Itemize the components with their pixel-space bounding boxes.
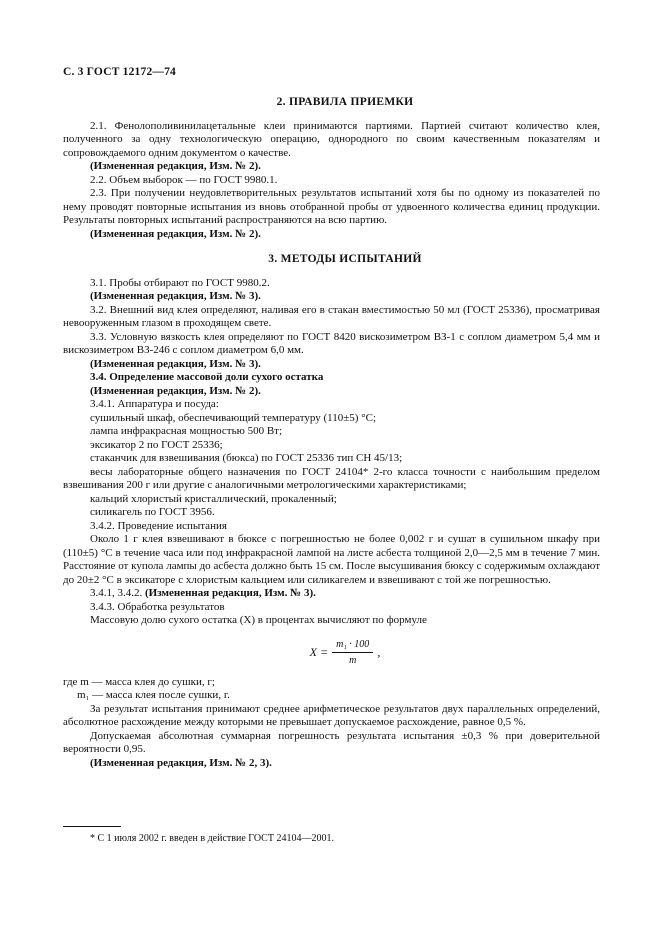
equipment-item: кальций хлористый кристаллический, прокаленный; bbox=[90, 492, 337, 505]
formula-numerator: m₁ · 100 bbox=[332, 638, 373, 654]
paragraph-3-4-3: 3.4.3. Обработка результатов bbox=[90, 600, 225, 613]
formula-tail: , bbox=[377, 644, 381, 659]
amendment-line bbox=[90, 587, 600, 601]
footnote-divider bbox=[63, 826, 121, 827]
amendment-note: (Измененная редакция, Изм. № 3). bbox=[90, 290, 261, 302]
test-procedure-text: Около 1 г клея взвешивают в бюксе с погрешностью не более 0,002 г и сушат в сушильном шкафу при (110±5) °С в течение часа или под инфракрасной лампой на листе асбеста толщиной 2,0—2,5 мм в течение 7 мин. Расстояние от купола лампы до асбеста должно быть 15 см. После высушивания бюксу с содержимым охлаждают до 20±2 °С в эксикаторе с хлористым кальцием или силикагелем и взвешивают с той же погрешностью. bbox=[63, 533, 600, 586]
amendment-note: (Измененная редакция, Изм. № 3). bbox=[145, 587, 316, 599]
page-header: С. 3 ГОСТ 12172—74 bbox=[63, 66, 176, 78]
result-text: За результат испытания принимают среднее арифметическое результатов двух параллельных определений, абсолютное расхождение между которыми не превышает допускаемое расхождение, равное 0,5 %. bbox=[63, 702, 600, 728]
section-2-title: 2. ПРАВИЛА ПРИЕМКИ bbox=[276, 96, 414, 108]
document-body bbox=[63, 90, 600, 770]
amendment-note: (Измененная редакция, Изм. № 2). bbox=[90, 227, 261, 240]
amendment-note: (Измененная редакция, Изм. № 2, 3). bbox=[90, 756, 272, 769]
equipment-item: стаканчик для взвешивания (бюкса) по ГОСТ 25336 тип СН 45/13; bbox=[90, 452, 403, 464]
paragraph-3-1: 3.1. Пробы отбирают по ГОСТ 9980.2. bbox=[90, 276, 270, 289]
amendment-prefix: 3.4.1, 3.4.2. bbox=[90, 587, 143, 599]
paragraph-3-2: 3.2. Внешний вид клея определяют, наливая его в стакан вместимостью 50 мл (ГОСТ 25336), просматривая невооруженным глазом в проходящем свете. bbox=[63, 303, 600, 329]
equipment-item: силикагель по ГОСТ 3956. bbox=[90, 506, 215, 518]
footnote: * С 1 июля 2002 г. введен в действие ГОСТ 24104—2001. bbox=[90, 833, 334, 844]
error-text: Допускаемая абсолютная суммарная погрешность результата испытания ±0,3 % при доверительной вероятности 0,95. bbox=[63, 729, 600, 755]
paragraph-2-2: 2.2. Объем выборок — по ГОСТ 9980.1. bbox=[90, 173, 278, 186]
amendment-note: (Измененная редакция, Изм. № 2). bbox=[90, 384, 261, 397]
equipment-item: сушильный шкаф, обеспечивающий температуру (110±5) °С; bbox=[90, 411, 376, 424]
formula-lhs: X = bbox=[309, 644, 329, 659]
formula bbox=[90, 638, 600, 668]
formula-denominator: m bbox=[349, 655, 357, 666]
amendment-note: (Измененная редакция, Изм. № 3). bbox=[90, 357, 261, 370]
equipment-item: весы лабораторные общего назначения по ГОСТ 24104* 2-го класса точности с наибольшим пределом взвешивания 200 г или другие с аналогичными метрологическими характеристиками; bbox=[63, 465, 600, 491]
amendment-note: (Измененная редакция, Изм. № 2). bbox=[90, 160, 261, 172]
formula-intro: Массовую долю сухого остатка (X) в процентах вычисляют по формуле bbox=[90, 614, 427, 626]
equipment-item: лампа инфракрасная мощностью 500 Вт; bbox=[90, 425, 283, 437]
paragraph-3-4-1: 3.4.1. Аппаратура и посуда: bbox=[90, 398, 219, 410]
paragraph-3-3: 3.3. Условную вязкость клея определяют по ГОСТ 8420 вискозиметром ВЗ-1 с соплом диаметром 5,4 мм и вискозиметром ВЗ-246 с соплом диаметром 6,0 мм. bbox=[63, 330, 600, 356]
paragraph-2-3: 2.3. При получении неудовлетворительных результатов испытаний хотя бы по одному из показателей по нему проводят повторные испытания из вновь отобранной пробы от удвоенного количества единиц продукции. Результаты повторных испытаний распространяются на всю партию. bbox=[63, 187, 600, 226]
where-line: m₁ — масса клея после сушки, г. bbox=[77, 689, 230, 701]
paragraph-3-4-title: 3.4. Определение массовой доли сухого остатка bbox=[90, 371, 324, 383]
where-line: где m — масса клея до сушки, г; bbox=[63, 675, 215, 688]
formula-fraction bbox=[332, 638, 373, 668]
paragraph-3-4-2: 3.4.2. Проведение испытания bbox=[90, 519, 227, 532]
equipment-item: эксикатор 2 по ГОСТ 25336; bbox=[90, 438, 223, 451]
paragraph-2-1: 2.1. Фенолополивинилацетальные клеи принимаются партиями. Партией считают количество клея, полученного за одну технологическую операцию, однородного по своим качественным показателям и сопровождаемого одним документом о качестве. bbox=[63, 119, 600, 159]
section-3-title: 3. МЕТОДЫ ИСПЫТАНИЙ bbox=[268, 253, 422, 265]
